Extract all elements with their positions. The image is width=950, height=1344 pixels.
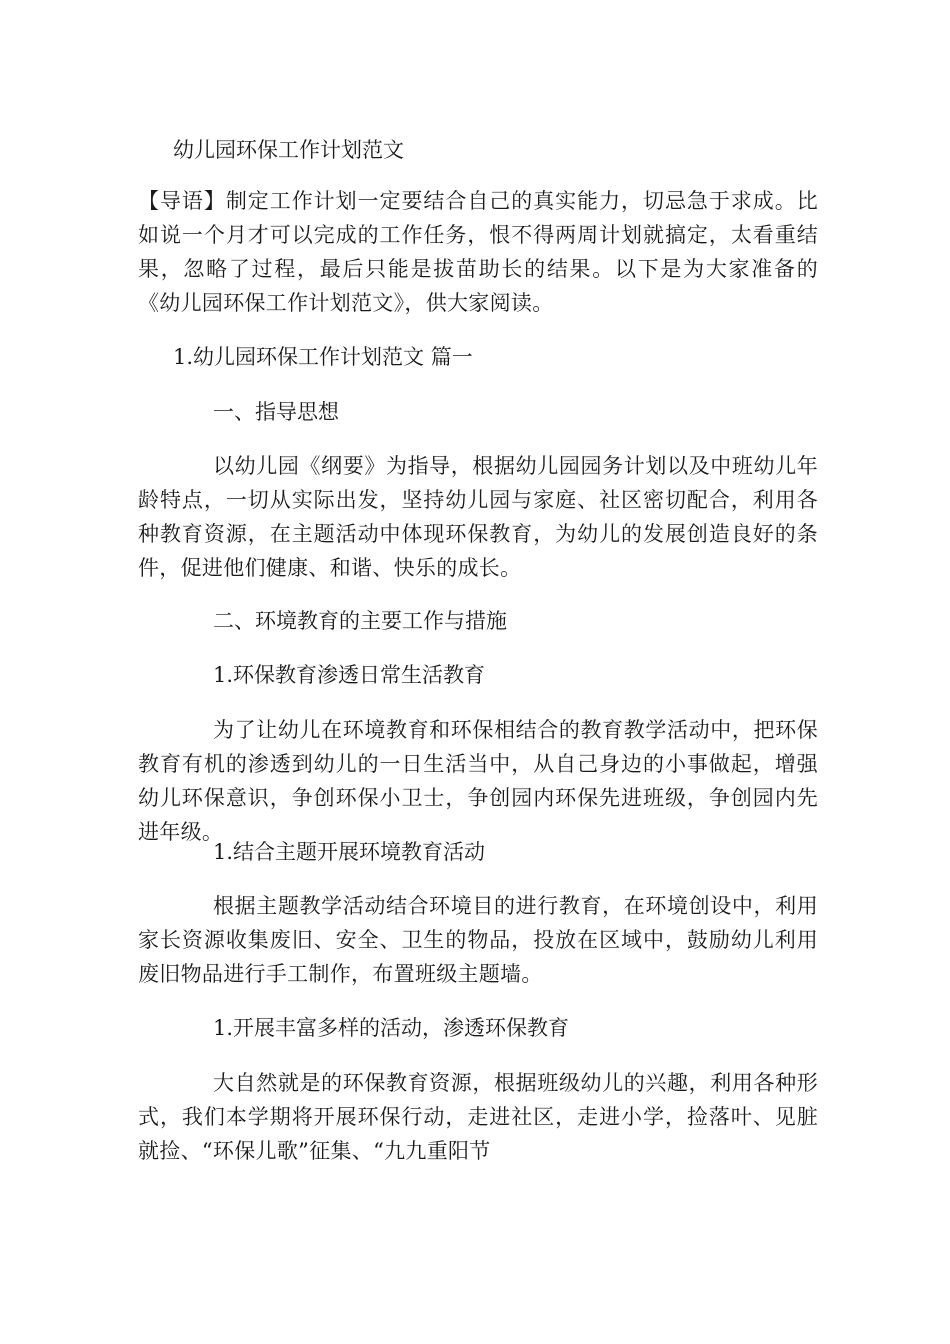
subheading-daily-life: 1.环保教育渗透日常生活教育 bbox=[213, 663, 486, 687]
heading-main-work: 二、环境教育的主要工作与措施 bbox=[213, 609, 507, 633]
paragraph-guiding-ideology: 以幼儿园《纲要》为指导，根据幼儿园园务计划以及中班幼儿年龄特点，一切从实际出发，坚持幼儿园与家庭、社区密切配合，利用各种教育资源，在主题活动中体现环保教育，为幼儿的发展创造良好的条件，促进他们健康、和谐、快乐的成长。 bbox=[138, 454, 818, 580]
document-title: 幼儿园环保工作计划范文 bbox=[173, 138, 404, 162]
intro-paragraph: 【导语】制定工作计划一定要结合自己的真实能力，切忌急于求成。比如说一个月才可以完成的工作任务，恨不得两周计划就搞定，太看重结果，忽略了过程，最后只能是拔苗助长的结果。以下是为大家准备的《幼儿园环保工作计划范文》，供大家阅读。 bbox=[138, 189, 818, 315]
paragraph-diverse-activities: 大自然就是的环保教育资源，根据班级幼儿的兴趣，利用各种形式，我们本学期将开展环保行动，走进社区，走进小学，捡落叶、见脏就捡、“环保儿歌”征集、“九九重阳节 bbox=[138, 1071, 818, 1163]
paragraph-theme-activities: 根据主题教学活动结合环境目的进行教育，在环境创设中，利用家长资源收集废旧、安全、卫生的物品，投放在区域中，鼓励幼儿利用废旧物品进行手工制作，布置班级主题墙。 bbox=[138, 894, 818, 986]
section-heading: 1.幼儿园环保工作计划范文 篇一 bbox=[173, 345, 473, 369]
paragraph-daily-life: 为了让幼儿在环境教育和环保相结合的教育教学活动中，把环保教育有机的渗透到幼儿的一日生活当中，从自己身边的小事做起，增强幼儿环保意识，争创环保小卫士，争创园内环保先进班级，争创园内先进年级。 bbox=[138, 718, 818, 844]
heading-guiding-ideology: 一、指导思想 bbox=[213, 400, 339, 424]
subheading-theme-activities: 1.结合主题开展环境教育活动 bbox=[213, 840, 486, 864]
subheading-diverse-activities: 1.开展丰富多样的活动，渗透环保教育 bbox=[213, 1016, 570, 1040]
